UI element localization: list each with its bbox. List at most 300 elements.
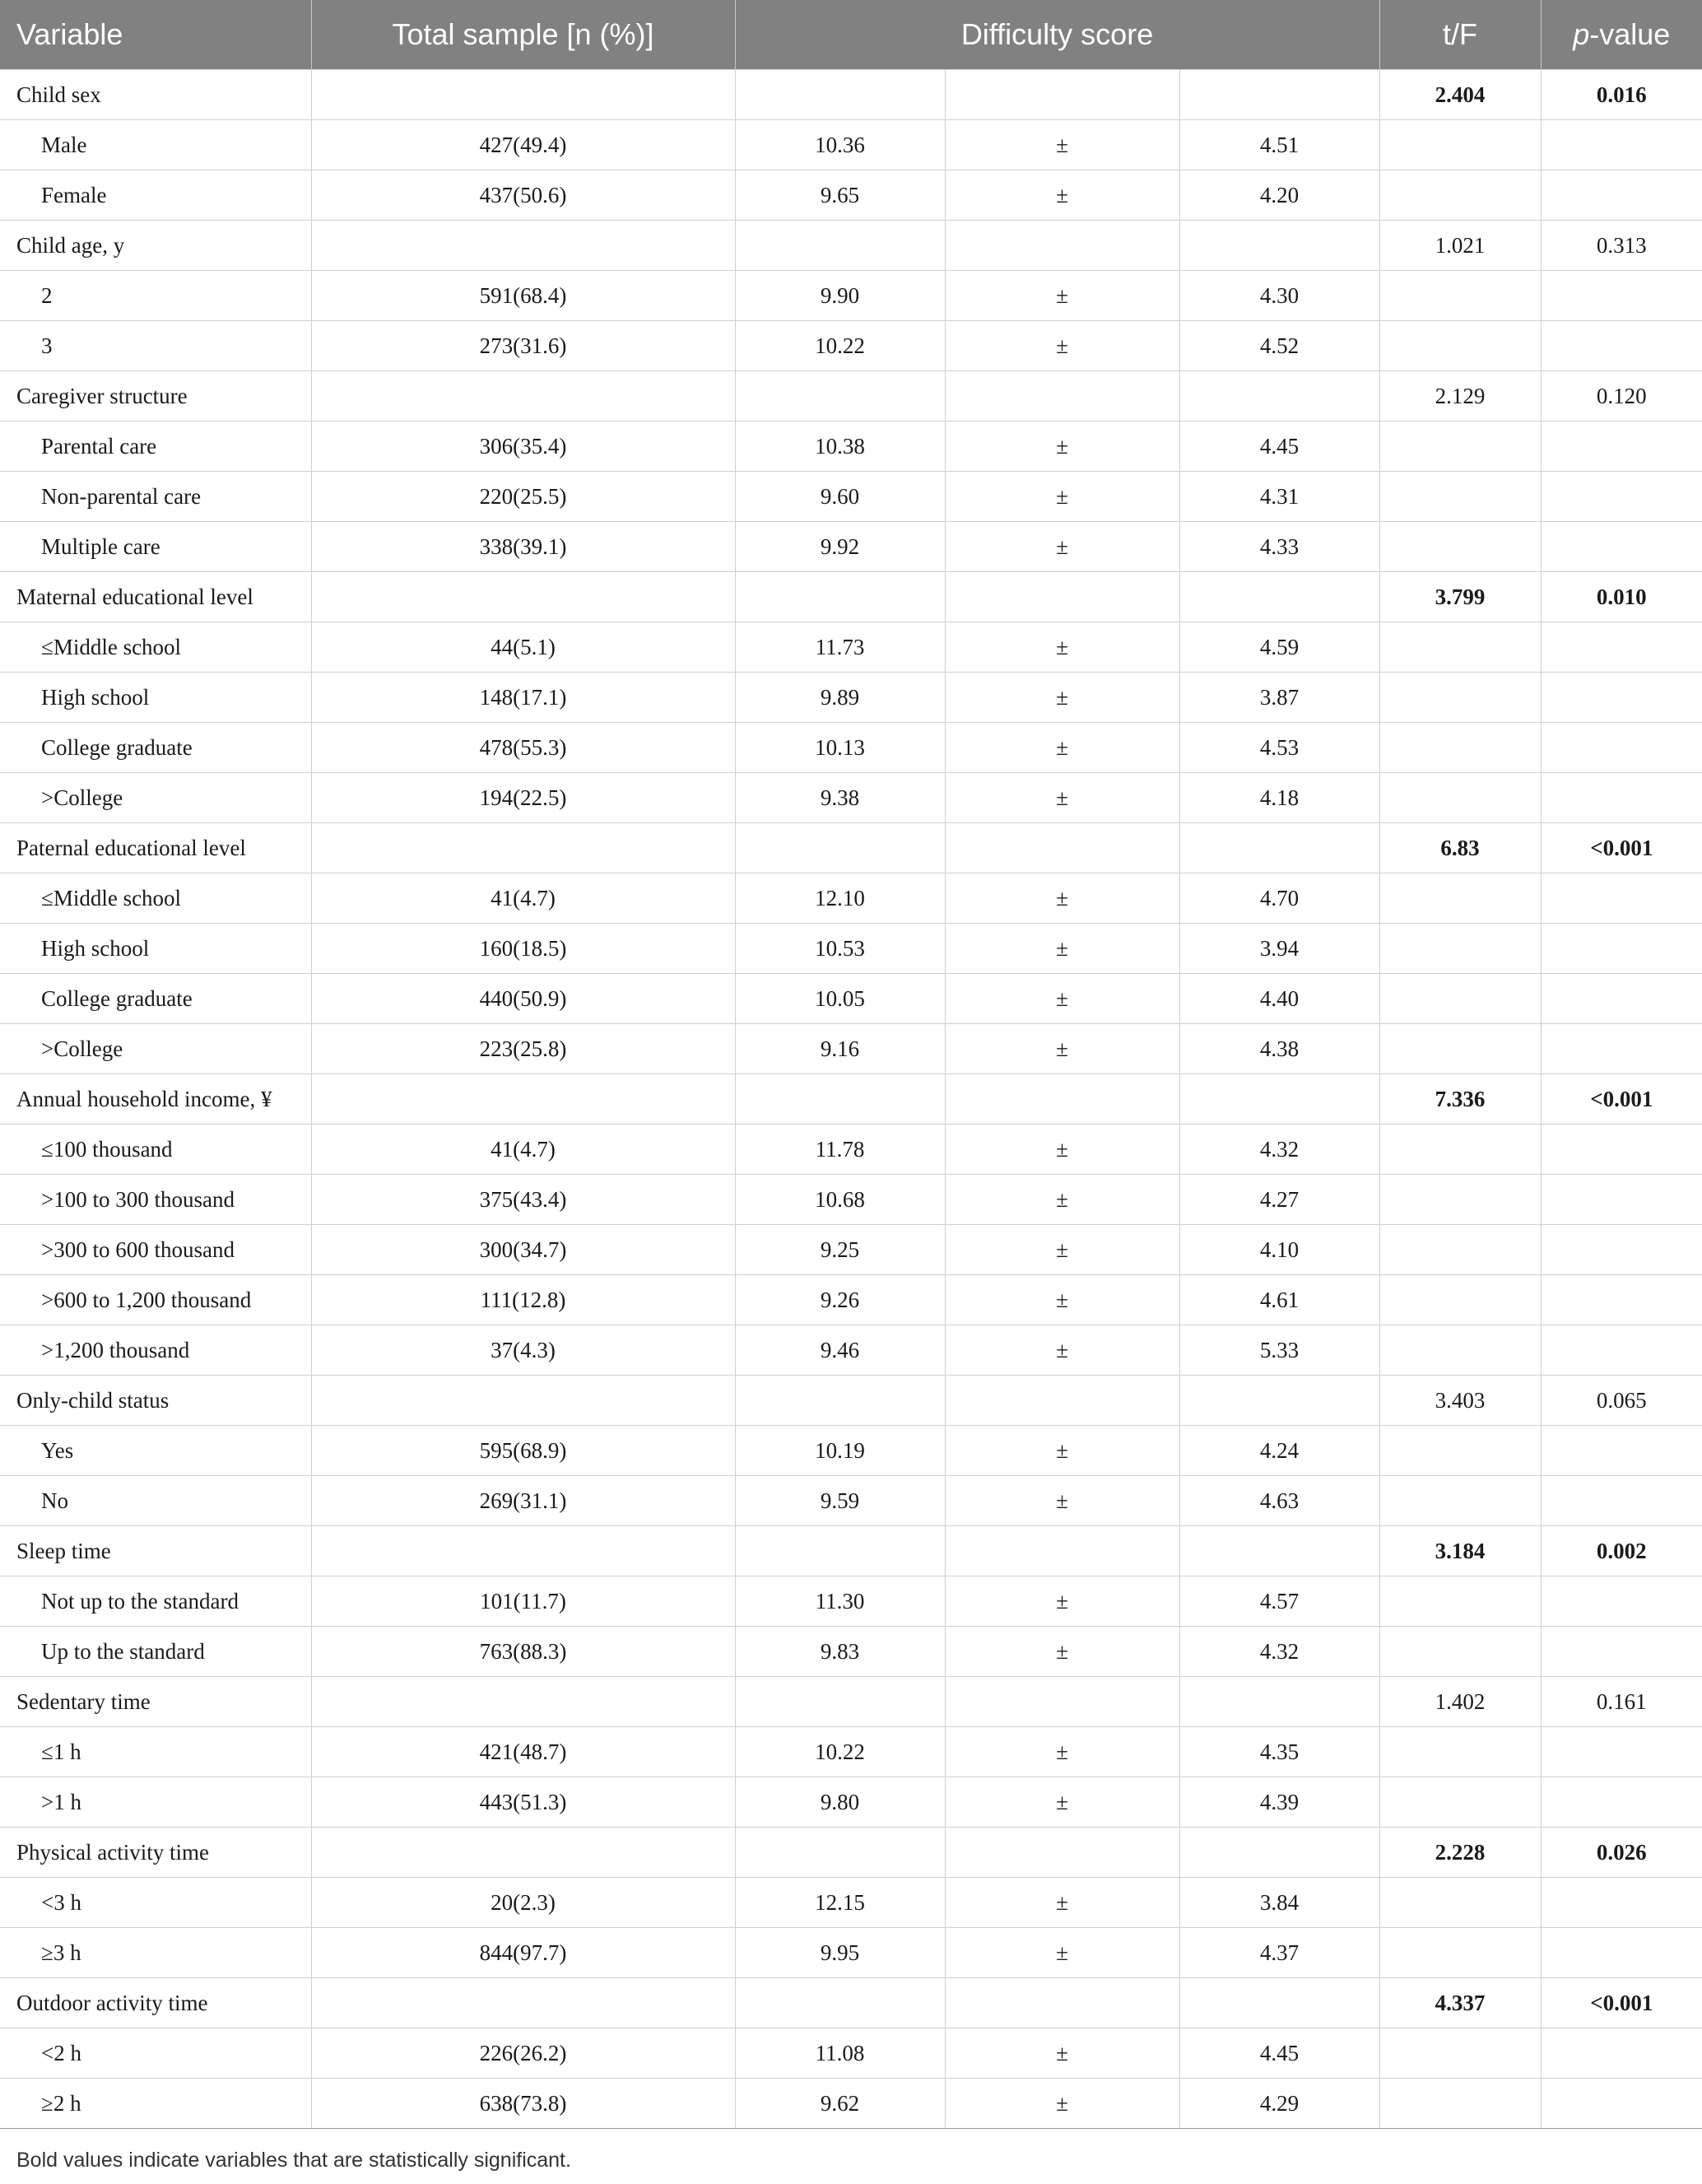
cell-p-value — [1541, 1275, 1702, 1325]
cell-sd: 4.52 — [1179, 321, 1379, 371]
cell-tf — [1379, 522, 1541, 572]
cell-sd — [1179, 1074, 1379, 1125]
cell-tf — [1379, 271, 1541, 321]
cell-plus-minus: ± — [945, 421, 1179, 472]
cell-mean — [735, 371, 945, 421]
cell-p-value: 0.026 — [1541, 1828, 1702, 1878]
cell-total-sample — [311, 371, 735, 421]
table-row-category — [0, 522, 1702, 572]
cell-total-sample: 338(39.1) — [311, 522, 735, 572]
header-total-sample: Total sample [n (%)] — [311, 0, 735, 70]
cell-sd — [1179, 221, 1379, 271]
cell-tf: 2.404 — [1379, 70, 1541, 120]
cell-label: Outdoor activity time — [0, 1978, 311, 2028]
cell-mean: 10.05 — [735, 974, 945, 1024]
cell-p-value: <0.001 — [1541, 823, 1702, 873]
cell-p-value — [1541, 472, 1702, 522]
cell-mean: 9.46 — [735, 1325, 945, 1376]
cell-sd: 4.61 — [1179, 1275, 1379, 1325]
cell-label: >300 to 600 thousand — [0, 1225, 311, 1275]
cell-sd: 5.33 — [1179, 1325, 1379, 1376]
cell-tf — [1379, 1175, 1541, 1225]
cell-plus-minus: ± — [945, 1175, 1179, 1225]
cell-sd: 4.53 — [1179, 723, 1379, 773]
cell-label: ≥3 h — [0, 1928, 311, 1978]
cell-plus-minus — [945, 70, 1179, 120]
cell-label: ≤1 h — [0, 1727, 311, 1777]
cell-mean: 9.60 — [735, 472, 945, 522]
cell-mean: 12.10 — [735, 873, 945, 924]
cell-p-value — [1541, 2028, 1702, 2079]
cell-label: ≤Middle school — [0, 873, 311, 924]
cell-plus-minus: ± — [945, 974, 1179, 1024]
cell-sd — [1179, 823, 1379, 873]
cell-p-value — [1541, 1325, 1702, 1376]
table-row-category — [0, 1576, 1702, 1627]
table-row-category — [0, 170, 1702, 221]
cell-plus-minus: ± — [945, 873, 1179, 924]
cell-plus-minus — [945, 1677, 1179, 1727]
cell-total-sample — [311, 221, 735, 271]
cell-mean: 11.30 — [735, 1576, 945, 1627]
table-row-category — [0, 321, 1702, 371]
cell-p-value — [1541, 522, 1702, 572]
cell-sd — [1179, 1828, 1379, 1878]
cell-sd: 4.70 — [1179, 873, 1379, 924]
cell-sd: 4.18 — [1179, 773, 1379, 823]
cell-sd: 4.32 — [1179, 1125, 1379, 1175]
header-p-value — [1541, 0, 1702, 70]
cell-label: College graduate — [0, 723, 311, 773]
cell-label: >1,200 thousand — [0, 1325, 311, 1376]
cell-plus-minus: ± — [945, 1576, 1179, 1627]
cell-total-sample: 37(4.3) — [311, 1325, 735, 1376]
cell-p-value — [1541, 773, 1702, 823]
cell-plus-minus: ± — [945, 522, 1179, 572]
table-row-category — [0, 472, 1702, 522]
cell-label: Multiple care — [0, 522, 311, 572]
cell-tf: 3.403 — [1379, 1376, 1541, 1426]
cell-total-sample: 44(5.1) — [311, 622, 735, 673]
cell-total-sample: 638(73.8) — [311, 2079, 735, 2129]
cell-plus-minus — [945, 572, 1179, 622]
table-row-category — [0, 1727, 1702, 1777]
table-row-category — [0, 1476, 1702, 1526]
cell-total-sample: 421(48.7) — [311, 1727, 735, 1777]
cell-plus-minus — [945, 1978, 1179, 2028]
cell-p-value: 0.002 — [1541, 1526, 1702, 1576]
cell-mean — [735, 1376, 945, 1426]
cell-label: ≥2 h — [0, 2079, 311, 2129]
table-row-variable — [0, 1526, 1702, 1576]
cell-total-sample — [311, 1376, 735, 1426]
cell-total-sample — [311, 1526, 735, 1576]
cell-label: 3 — [0, 321, 311, 371]
table-row-category — [0, 873, 1702, 924]
cell-sd: 4.32 — [1179, 1627, 1379, 1677]
cell-mean — [735, 1828, 945, 1878]
table-row-variable — [0, 371, 1702, 421]
cell-tf — [1379, 2028, 1541, 2079]
table-row-category — [0, 2028, 1702, 2079]
cell-total-sample — [311, 823, 735, 873]
cell-p-value — [1541, 1024, 1702, 1074]
cell-p-value: 0.313 — [1541, 221, 1702, 271]
cell-sd — [1179, 572, 1379, 622]
table-row-category — [0, 1777, 1702, 1828]
cell-label: Sedentary time — [0, 1677, 311, 1727]
cell-plus-minus: ± — [945, 1125, 1179, 1175]
cell-plus-minus: ± — [945, 321, 1179, 371]
cell-p-value — [1541, 1175, 1702, 1225]
cell-mean: 9.90 — [735, 271, 945, 321]
cell-p-value — [1541, 1627, 1702, 1677]
table-row-category — [0, 673, 1702, 723]
cell-total-sample: 101(11.7) — [311, 1576, 735, 1627]
cell-total-sample: 437(50.6) — [311, 170, 735, 221]
cell-mean: 10.68 — [735, 1175, 945, 1225]
cell-plus-minus: ± — [945, 622, 1179, 673]
cell-label: ≤Middle school — [0, 622, 311, 673]
cell-plus-minus: ± — [945, 773, 1179, 823]
cell-plus-minus — [945, 823, 1179, 873]
table-row-variable — [0, 1978, 1702, 2028]
cell-total-sample: 111(12.8) — [311, 1275, 735, 1325]
cell-mean: 9.80 — [735, 1777, 945, 1828]
cell-tf — [1379, 1024, 1541, 1074]
cell-sd — [1179, 1978, 1379, 2028]
cell-p-value: 0.010 — [1541, 572, 1702, 622]
table-row-variable — [0, 1376, 1702, 1426]
table-row-variable — [0, 221, 1702, 271]
table-row-variable — [0, 1074, 1702, 1125]
cell-plus-minus — [945, 1828, 1179, 1878]
cell-total-sample: 591(68.4) — [311, 271, 735, 321]
cell-label: No — [0, 1476, 311, 1526]
cell-tf — [1379, 673, 1541, 723]
header-difficulty-score: Difficulty score — [735, 0, 1379, 70]
cell-p-value — [1541, 1928, 1702, 1978]
cell-plus-minus — [945, 221, 1179, 271]
cell-plus-minus: ± — [945, 120, 1179, 170]
table-row-category — [0, 924, 1702, 974]
cell-label: High school — [0, 924, 311, 974]
cell-sd: 4.31 — [1179, 472, 1379, 522]
cell-p-value: <0.001 — [1541, 1978, 1702, 2028]
cell-tf — [1379, 1426, 1541, 1476]
cell-p-value — [1541, 421, 1702, 472]
cell-mean: 9.59 — [735, 1476, 945, 1526]
cell-mean — [735, 70, 945, 120]
header-p-rest: -value — [1589, 17, 1671, 51]
cell-mean — [735, 823, 945, 873]
table-row-category — [0, 271, 1702, 321]
cell-p-value — [1541, 723, 1702, 773]
cell-mean — [735, 572, 945, 622]
cell-plus-minus: ± — [945, 1275, 1179, 1325]
cell-p-value — [1541, 1878, 1702, 1928]
cell-mean: 11.78 — [735, 1125, 945, 1175]
cell-sd: 3.94 — [1179, 924, 1379, 974]
cell-mean: 10.38 — [735, 421, 945, 472]
cell-tf — [1379, 723, 1541, 773]
cell-plus-minus: ± — [945, 723, 1179, 773]
cell-tf — [1379, 1928, 1541, 1978]
table-header — [0, 0, 1702, 70]
cell-total-sample: 595(68.9) — [311, 1426, 735, 1476]
cell-sd: 4.59 — [1179, 622, 1379, 673]
cell-sd: 4.38 — [1179, 1024, 1379, 1074]
cell-label: Up to the standard — [0, 1627, 311, 1677]
cell-plus-minus — [945, 1526, 1179, 1576]
cell-sd — [1179, 70, 1379, 120]
cell-total-sample — [311, 1074, 735, 1125]
cell-tf — [1379, 1627, 1541, 1677]
table-row-category — [0, 773, 1702, 823]
cell-label: Female — [0, 170, 311, 221]
cell-mean — [735, 1978, 945, 2028]
cell-total-sample: 300(34.7) — [311, 1225, 735, 1275]
cell-tf: 4.337 — [1379, 1978, 1541, 2028]
cell-tf — [1379, 1576, 1541, 1627]
cell-mean — [735, 221, 945, 271]
table-row-category — [0, 421, 1702, 472]
cell-label: Sleep time — [0, 1526, 311, 1576]
cell-p-value — [1541, 673, 1702, 723]
cell-plus-minus: ± — [945, 472, 1179, 522]
table-row-category — [0, 974, 1702, 1024]
cell-sd — [1179, 371, 1379, 421]
cell-total-sample: 220(25.5) — [311, 472, 735, 522]
cell-p-value — [1541, 622, 1702, 673]
table-row-category — [0, 622, 1702, 673]
cell-plus-minus: ± — [945, 924, 1179, 974]
cell-p-value: 0.065 — [1541, 1376, 1702, 1426]
cell-mean — [735, 1677, 945, 1727]
cell-total-sample: 226(26.2) — [311, 2028, 735, 2079]
cell-plus-minus: ± — [945, 170, 1179, 221]
table-row-category — [0, 1275, 1702, 1325]
table-body — [0, 70, 1702, 2129]
table-row-category — [0, 1225, 1702, 1275]
cell-sd: 4.27 — [1179, 1175, 1379, 1225]
cell-total-sample: 844(97.7) — [311, 1928, 735, 1978]
table-row-category — [0, 1627, 1702, 1677]
cell-p-value — [1541, 1576, 1702, 1627]
cell-label: >100 to 300 thousand — [0, 1175, 311, 1225]
cell-tf — [1379, 1878, 1541, 1928]
cell-label: Paternal educational level — [0, 823, 311, 873]
table-row-variable — [0, 1677, 1702, 1727]
cell-mean: 10.36 — [735, 120, 945, 170]
cell-tf: 1.021 — [1379, 221, 1541, 271]
cell-p-value — [1541, 1777, 1702, 1828]
table-row-category — [0, 1928, 1702, 1978]
cell-total-sample — [311, 1677, 735, 1727]
cell-label: Parental care — [0, 421, 311, 472]
cell-mean: 9.16 — [735, 1024, 945, 1074]
cell-sd: 4.29 — [1179, 2079, 1379, 2129]
table-row-category — [0, 1878, 1702, 1928]
cell-tf — [1379, 1325, 1541, 1376]
cell-mean: 9.25 — [735, 1225, 945, 1275]
cell-tf — [1379, 1727, 1541, 1777]
table-row-category — [0, 1426, 1702, 1476]
cell-total-sample: 148(17.1) — [311, 673, 735, 723]
cell-total-sample: 223(25.8) — [311, 1024, 735, 1074]
cell-mean: 9.62 — [735, 2079, 945, 2129]
table-row-variable — [0, 572, 1702, 622]
cell-p-value — [1541, 974, 1702, 1024]
table-row-category — [0, 1024, 1702, 1074]
cell-plus-minus: ± — [945, 1727, 1179, 1777]
cell-sd: 4.63 — [1179, 1476, 1379, 1526]
cell-plus-minus: ± — [945, 1627, 1179, 1677]
cell-sd — [1179, 1376, 1379, 1426]
cell-mean — [735, 1526, 945, 1576]
cell-total-sample: 478(55.3) — [311, 723, 735, 773]
cell-plus-minus: ± — [945, 2028, 1179, 2079]
cell-label: Annual household income, ¥ — [0, 1074, 311, 1125]
cell-tf — [1379, 1476, 1541, 1526]
cell-tf — [1379, 974, 1541, 1024]
cell-sd: 4.39 — [1179, 1777, 1379, 1828]
cell-tf — [1379, 924, 1541, 974]
cell-tf: 7.336 — [1379, 1074, 1541, 1125]
cell-tf — [1379, 321, 1541, 371]
cell-plus-minus: ± — [945, 1426, 1179, 1476]
cell-label: College graduate — [0, 974, 311, 1024]
cell-tf — [1379, 622, 1541, 673]
cell-plus-minus: ± — [945, 1476, 1179, 1526]
cell-total-sample: 194(22.5) — [311, 773, 735, 823]
cell-p-value — [1541, 1125, 1702, 1175]
table-row-variable — [0, 70, 1702, 120]
cell-tf — [1379, 421, 1541, 472]
cell-label: Only-child status — [0, 1376, 311, 1426]
header-tf: t/F — [1379, 0, 1541, 70]
cell-mean: 9.83 — [735, 1627, 945, 1677]
cell-plus-minus: ± — [945, 2079, 1179, 2129]
cell-plus-minus: ± — [945, 1878, 1179, 1928]
cell-plus-minus: ± — [945, 673, 1179, 723]
table-row-category — [0, 1125, 1702, 1175]
cell-plus-minus: ± — [945, 1777, 1179, 1828]
table-footnote: Bold values indicate variables that are statistically significant. — [16, 2149, 571, 2172]
cell-sd: 4.45 — [1179, 421, 1379, 472]
cell-plus-minus — [945, 1074, 1179, 1125]
cell-sd: 4.30 — [1179, 271, 1379, 321]
cell-p-value — [1541, 1476, 1702, 1526]
cell-sd: 4.35 — [1179, 1727, 1379, 1777]
table-row-category — [0, 120, 1702, 170]
cell-total-sample — [311, 1828, 735, 1878]
cell-p-value — [1541, 271, 1702, 321]
header-row — [0, 0, 1702, 70]
table-row-category — [0, 1325, 1702, 1376]
cell-plus-minus: ± — [945, 1225, 1179, 1275]
table-row-variable — [0, 823, 1702, 873]
cell-label: Maternal educational level — [0, 572, 311, 622]
cell-tf: 3.799 — [1379, 572, 1541, 622]
cell-sd: 4.40 — [1179, 974, 1379, 1024]
cell-tf — [1379, 2079, 1541, 2129]
cell-sd: 4.45 — [1179, 2028, 1379, 2079]
cell-label: ≤100 thousand — [0, 1125, 311, 1175]
cell-total-sample — [311, 572, 735, 622]
cell-label: Caregiver structure — [0, 371, 311, 421]
cell-mean: 9.26 — [735, 1275, 945, 1325]
cell-mean: 10.53 — [735, 924, 945, 974]
cell-mean: 9.95 — [735, 1928, 945, 1978]
cell-label: Non-parental care — [0, 472, 311, 522]
cell-sd: 4.51 — [1179, 120, 1379, 170]
cell-p-value — [1541, 120, 1702, 170]
cell-sd: 4.37 — [1179, 1928, 1379, 1978]
cell-total-sample: 41(4.7) — [311, 873, 735, 924]
cell-plus-minus: ± — [945, 271, 1179, 321]
cell-mean: 9.65 — [735, 170, 945, 221]
cell-label: Child age, y — [0, 221, 311, 271]
cell-sd — [1179, 1677, 1379, 1727]
cell-tf — [1379, 1777, 1541, 1828]
table-row-variable — [0, 1828, 1702, 1878]
cell-p-value: 0.161 — [1541, 1677, 1702, 1727]
cell-mean: 10.22 — [735, 321, 945, 371]
cell-mean: 11.08 — [735, 2028, 945, 2079]
cell-plus-minus: ± — [945, 1325, 1179, 1376]
cell-tf: 6.83 — [1379, 823, 1541, 873]
cell-sd — [1179, 1526, 1379, 1576]
cell-p-value — [1541, 1727, 1702, 1777]
cell-total-sample: 41(4.7) — [311, 1125, 735, 1175]
cell-mean: 10.22 — [735, 1727, 945, 1777]
cell-label: <2 h — [0, 2028, 311, 2079]
cell-p-value: <0.001 — [1541, 1074, 1702, 1125]
cell-total-sample: 375(43.4) — [311, 1175, 735, 1225]
cell-sd: 4.20 — [1179, 170, 1379, 221]
cell-plus-minus: ± — [945, 1928, 1179, 1978]
cell-total-sample: 273(31.6) — [311, 321, 735, 371]
cell-label: >600 to 1,200 thousand — [0, 1275, 311, 1325]
cell-p-value — [1541, 2079, 1702, 2129]
cell-tf: 3.184 — [1379, 1526, 1541, 1576]
cell-label: Not up to the standard — [0, 1576, 311, 1627]
cell-tf: 2.129 — [1379, 371, 1541, 421]
cell-label: Male — [0, 120, 311, 170]
cell-sd: 4.57 — [1179, 1576, 1379, 1627]
cell-tf — [1379, 472, 1541, 522]
cell-total-sample — [311, 1978, 735, 2028]
cell-tf — [1379, 120, 1541, 170]
cell-p-value — [1541, 924, 1702, 974]
cell-tf — [1379, 873, 1541, 924]
cell-sd: 4.10 — [1179, 1225, 1379, 1275]
table-row-category — [0, 2079, 1702, 2129]
cell-label: >1 h — [0, 1777, 311, 1828]
header-variable: Variable — [0, 0, 311, 70]
cell-label: >College — [0, 773, 311, 823]
cell-mean: 9.89 — [735, 673, 945, 723]
cell-mean: 9.92 — [735, 522, 945, 572]
table-row-category — [0, 723, 1702, 773]
cell-mean — [735, 1074, 945, 1125]
cell-p-value — [1541, 321, 1702, 371]
cell-label: Yes — [0, 1426, 311, 1476]
cell-p-value — [1541, 1225, 1702, 1275]
cell-mean: 10.19 — [735, 1426, 945, 1476]
cell-label: High school — [0, 673, 311, 723]
